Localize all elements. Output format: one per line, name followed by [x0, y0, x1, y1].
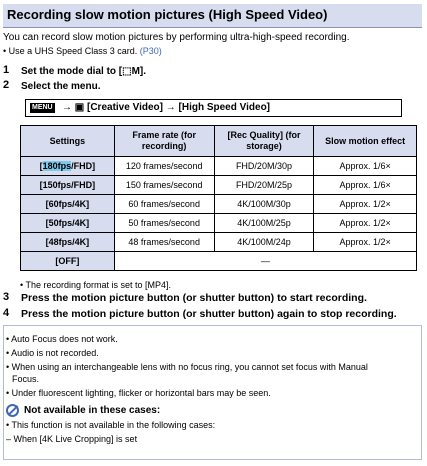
table-row [21, 176, 417, 195]
effect-cell: Approx. 1/6× [314, 176, 417, 195]
step-3-number: 3 [3, 291, 10, 303]
header-settings: Settings [21, 126, 115, 157]
quality-cell: 4K/100M/30p [214, 195, 314, 214]
menu-path-text: → ▣ [Creative Video] → [High Speed Video] [62, 102, 271, 113]
frame-rate-cell: 50 frames/second [114, 214, 214, 233]
effect-cell: Approx. 1/6× [314, 157, 417, 176]
setting-cell: [60fps/4K] [21, 195, 115, 214]
effect-cell: Approx. 1/2× [314, 214, 417, 233]
step-4-text: Press the motion picture button (or shutter button) again to stop recording. [21, 308, 397, 320]
note-item: • Audio is not recorded. [6, 348, 99, 358]
quality-cell: FHD/20M/30p [214, 157, 314, 176]
highlighted-text: 180fps [42, 161, 72, 171]
note-item-continued: Focus. [12, 374, 40, 384]
table-header-row [21, 126, 417, 157]
effect-cell: Approx. 1/2× [314, 195, 417, 214]
table-footnote: • The recording format is set to [MP4]. [20, 280, 172, 290]
note-item: • When using an interchangeable lens with no focus ring, you cannot set focus with Manual [6, 362, 368, 372]
table-row [21, 157, 417, 176]
step-4-number: 4 [3, 307, 10, 319]
frame-rate-cell: 120 frames/second [114, 157, 214, 176]
off-value-cell: — [114, 252, 416, 271]
header-rec-quality: [Rec Quality] (for storage) [214, 126, 314, 157]
page-title: Recording slow motion pictures (High Speed Video) [7, 7, 328, 22]
setting-cell-off: [OFF] [21, 252, 115, 271]
page-reference-link[interactable]: (P30) [139, 46, 162, 56]
setting-cell: [50fps/4K] [21, 214, 115, 233]
not-available-line: • This function is not available in the following cases: [6, 420, 216, 430]
header-slow-motion: Slow motion effect [314, 126, 417, 157]
step-1-text: Set the mode dial to [⬚M]. [21, 66, 147, 77]
effect-cell: Approx. 1/2× [314, 233, 417, 252]
table-row [21, 195, 417, 214]
intro-card-requirement [3, 46, 162, 56]
step-1-number: 1 [3, 64, 10, 76]
frame-rate-cell: 60 frames/second [114, 195, 214, 214]
not-available-case: – When [4K Live Cropping] is set [6, 434, 138, 444]
not-available-heading: Not available in these cases: [24, 405, 161, 416]
intro-text: You can record slow motion pictures by performing ultra-high-speed recording. [3, 32, 350, 43]
section-title-bar [3, 4, 422, 28]
note-item: • Auto Focus does not work. [6, 334, 118, 344]
quality-cell: FHD/20M/25p [214, 176, 314, 195]
table-row-off [21, 252, 417, 271]
step-3-text: Press the motion picture button (or shutter button) to start recording. [21, 292, 367, 304]
frame-rate-cell: 48 frames/second [114, 233, 214, 252]
note-item: • Under fluorescent lighting, flicker or horizontal bars may be seen. [6, 388, 271, 398]
not-available-icon [6, 404, 19, 417]
header-frame-rate: Frame rate (for recording) [114, 126, 214, 157]
menu-path-box [25, 99, 402, 117]
table-row [21, 233, 417, 252]
setting-cell: [180fps/FHD] [21, 157, 115, 176]
quality-cell: 4K/100M/24p [214, 233, 314, 252]
card-requirement-text: • Use a UHS Speed Class 3 card. [3, 46, 138, 56]
settings-table [20, 125, 417, 271]
setting-cell: [150fps/FHD] [21, 176, 115, 195]
table-row [21, 214, 417, 233]
step-2-number: 2 [3, 79, 10, 91]
step-2-text: Select the menu. [21, 81, 101, 92]
setting-cell: [48fps/4K] [21, 233, 115, 252]
quality-cell: 4K/100M/25p [214, 214, 314, 233]
frame-rate-cell: 150 frames/second [114, 176, 214, 195]
menu-badge: MENU [32, 104, 53, 111]
